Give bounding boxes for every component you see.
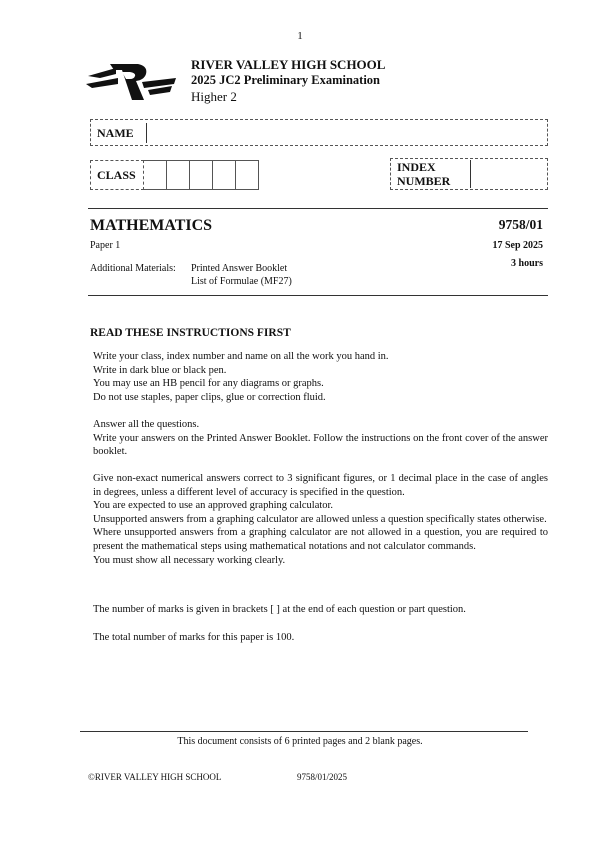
subject-title: MATHEMATICS bbox=[90, 217, 213, 234]
name-field[interactable] bbox=[90, 119, 548, 146]
instruction-line: Do not use staples, paper clips, glue or correction fluid. bbox=[93, 391, 326, 403]
class-cell[interactable] bbox=[167, 160, 190, 190]
instruction-line: Answer all the questions. bbox=[93, 419, 200, 430]
additional-materials-label: Additional Materials: bbox=[90, 263, 176, 274]
instructions-marks: The number of marks is given in brackets [ ] at the end of each question or part question. bbox=[93, 604, 466, 615]
class-cell[interactable] bbox=[213, 160, 236, 190]
instruction-line: Unsupported answers from a graphing calculator are allowed unless a question specifically states otherwise. bbox=[93, 513, 547, 525]
instructions-total: The total number of marks for this paper is 100. bbox=[93, 632, 295, 643]
paper-number: Paper 1 bbox=[90, 240, 121, 251]
instruction-line: Give non-exact numerical answers correct to 3 significant figures, or 1 decimal place in the case of angles in degrees, unless a different level of accuracy is specified in the question. bbox=[93, 473, 548, 498]
instructions-heading: READ THESE INSTRUCTIONS FIRST bbox=[90, 327, 291, 339]
copyright: ©RIVER VALLEY HIGH SCHOOL bbox=[88, 772, 222, 782]
instruction-line: Where unsupported answers from a graphing calculator are not allowed in a question, you are required to present the mathematical steps using mathematical notations and not calculator commands. bbox=[93, 527, 548, 552]
divider-top bbox=[88, 208, 548, 209]
page-count-note: This document consists of 6 printed pages and 2 blank pages. bbox=[177, 736, 423, 747]
instruction-line: Write your answers on the Printed Answer Booklet. Follow the instructions on the front cover of the answer booklet. bbox=[93, 432, 548, 458]
instructions-block-accuracy bbox=[93, 472, 548, 567]
subject-code: 9758/01 bbox=[498, 217, 543, 232]
instruction-line: You are expected to use an approved graphing calculator. bbox=[93, 500, 334, 512]
instruction-line: Write your class, index number and name on all the work you hand in. bbox=[93, 351, 389, 362]
divider-footer bbox=[80, 731, 528, 732]
instruction-line: You must show all necessary working clearly. bbox=[93, 554, 286, 566]
class-cell[interactable] bbox=[236, 160, 259, 190]
instructions-block-answers bbox=[93, 418, 548, 459]
page-number: 1 bbox=[297, 30, 303, 42]
exam-title: 2025 JC2 Preliminary Examination bbox=[191, 73, 381, 87]
class-label: CLASS bbox=[97, 168, 136, 182]
divider-middle bbox=[88, 295, 548, 296]
class-cell[interactable] bbox=[144, 160, 167, 190]
school-logo bbox=[86, 62, 178, 102]
exam-level: Higher 2 bbox=[191, 89, 237, 104]
instruction-line: Write in dark blue or black pen. bbox=[93, 364, 227, 376]
name-label: NAME bbox=[97, 126, 134, 140]
name-divider bbox=[146, 123, 147, 143]
additional-material-item: Printed Answer Booklet bbox=[191, 263, 288, 274]
school-name: RIVER VALLEY HIGH SCHOOL bbox=[191, 57, 386, 72]
additional-material-item: List of Formulae (MF27) bbox=[191, 276, 292, 287]
footer-code: 9758/01/2025 bbox=[297, 772, 348, 782]
class-cell[interactable] bbox=[190, 160, 213, 190]
instruction-line: You may use an HB pencil for any diagrams or graphs. bbox=[93, 378, 324, 390]
exam-duration: 3 hours bbox=[511, 258, 543, 269]
exam-date: 17 Sep 2025 bbox=[492, 240, 543, 251]
index-number-label: INDEX NUMBER bbox=[397, 160, 451, 188]
index-divider bbox=[470, 160, 471, 188]
instructions-block-general bbox=[93, 350, 548, 404]
